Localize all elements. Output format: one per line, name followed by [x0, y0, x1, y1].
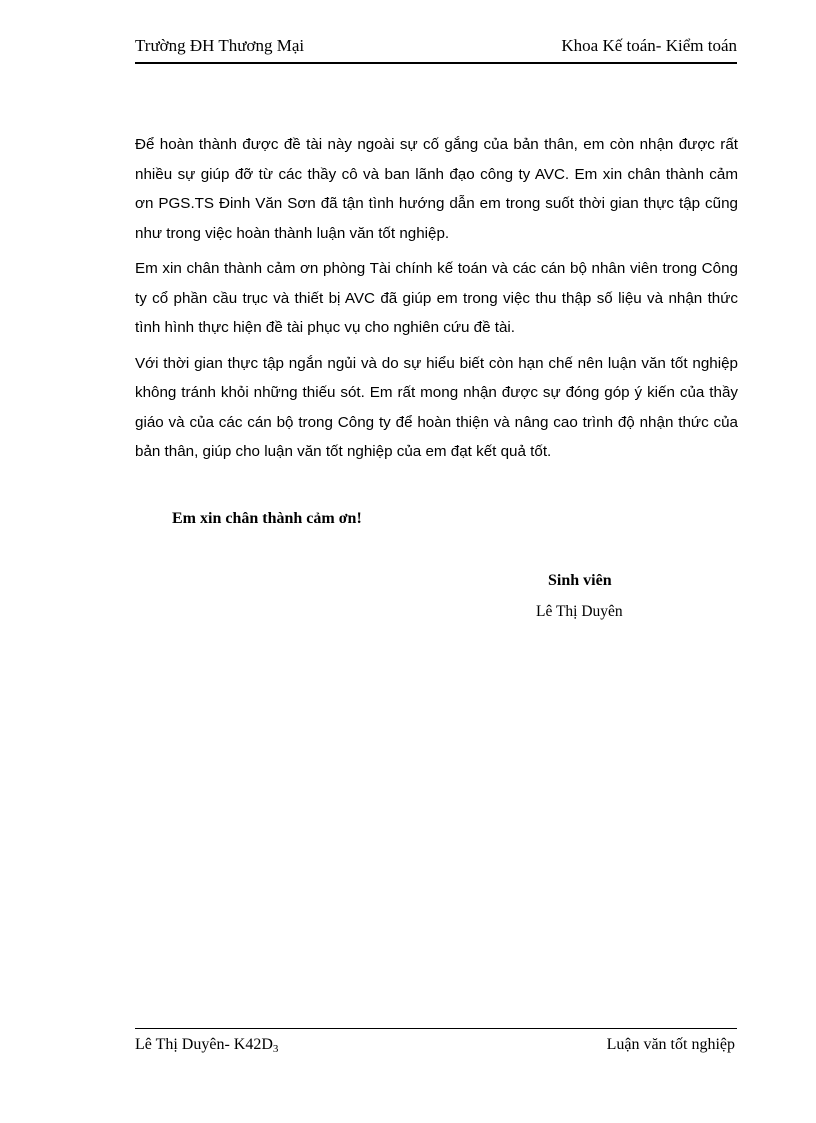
header-university: Trường ĐH Thương Mại [135, 36, 305, 55]
paragraph-3: Với thời gian thực tập ngắn ngủi và do sự hiểu biết còn hạn chế nên luận văn tốt nghiệp không tránh khỏi những thiếu sót. Em rất mong nhận được sự đóng góp ý kiến của thầy giáo và của các cán bộ trong Công ty để hoàn thiện và nâng cao trình độ nhận thức của bản thân, giúp cho luận văn tốt nghiệp của em đạt kết quả tốt. [135, 354, 738, 460]
document-body [135, 130, 738, 473]
signature-name: Lê Thị Duyên [536, 603, 623, 620]
page-footer [135, 1028, 737, 1059]
page-header [135, 36, 737, 64]
footer-author-name: Lê Thị Duyên- K42D [135, 1036, 273, 1053]
footer-class-subscript: 3 [272, 1043, 279, 1055]
closing-thanks: Em xin chân thành cảm ơn! [172, 510, 362, 527]
paragraph-2: Em xin chân thành cảm ơn phòng Tài chính kế toán và các cán bộ nhân viên trong Công ty cổ phần cầu trục và thiết bị AVC đã giúp em trong việc thu thập số liệu và nhận thức tình hình thực hiện đề tài phục vụ cho nghiên cứu đề tài. [135, 260, 738, 336]
signature-role: Sinh viên [548, 572, 612, 589]
header-faculty: Khoa Kế toán- Kiểm toán [561, 36, 737, 55]
paragraph-1: Để hoàn thành được đề tài này ngoài sự cố gắng của bản thân, em còn nhận được rất nhiều sự giúp đỡ từ các thầy cô và ban lãnh đạo công ty AVC. Em xin chân thành cảm ơn PGS.TS Đinh Văn Sơn đã tận tình hướng dẫn em trong suốt thời gian thực tập cũng như trong việc hoàn thành luận văn tốt nghiệp. [135, 136, 738, 242]
footer-doc-type: Luận văn tốt nghiệp [606, 1036, 735, 1053]
footer-author [135, 1036, 278, 1055]
